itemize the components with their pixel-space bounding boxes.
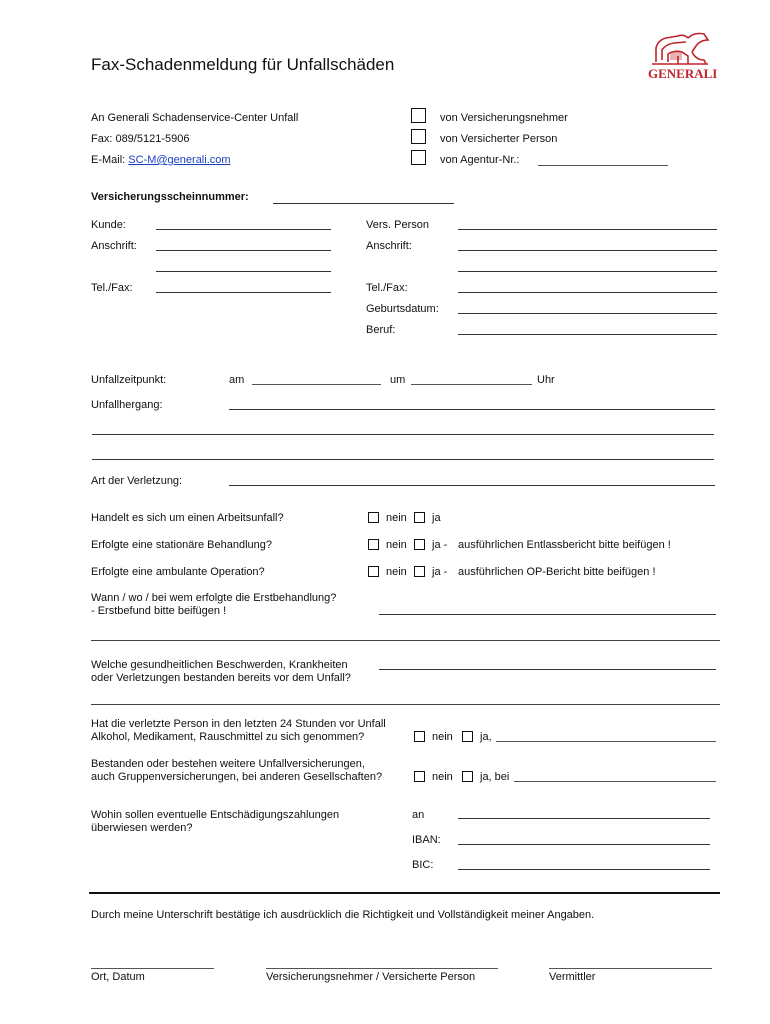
kunde-anschrift-field-2[interactable] [156, 271, 331, 272]
person-anschrift-field-2[interactable] [458, 271, 717, 272]
q1-nein-checkbox[interactable] [368, 512, 379, 523]
divider [91, 704, 720, 705]
person-tel-field[interactable] [458, 292, 717, 293]
iban-label: IBAN: [412, 834, 441, 846]
label-versicherte-person: von Versicherter Person [440, 133, 558, 145]
kunde-tel-field[interactable] [156, 292, 331, 293]
q7-nein-label: nein [432, 771, 453, 783]
section-separator [89, 892, 720, 894]
unfallhergang-field-2[interactable] [92, 434, 714, 435]
q7-ja-checkbox[interactable] [462, 771, 473, 782]
person-anschrift-label: Anschrift: [366, 240, 412, 252]
q3-ja-label: ja - [432, 566, 448, 578]
erstbehandlung-field[interactable] [379, 614, 716, 615]
confirmation-text: Durch meine Unterschrift bestätige ich ausdrücklich die Richtigkeit und Vollständigkeit meiner Angaben. [91, 909, 595, 921]
kunde-tel-label: Tel./Fax: [91, 282, 133, 294]
q-zahlung-1: Wohin sollen eventuelle Entschädigungszahlungen [91, 809, 340, 821]
policy-number-field[interactable] [273, 203, 454, 204]
q3-nein-checkbox[interactable] [368, 566, 379, 577]
q6-nein-checkbox[interactable] [414, 731, 425, 742]
iban-field[interactable] [458, 844, 710, 845]
logo-text: GENERALI [648, 66, 718, 81]
uhr-label: Uhr [537, 374, 555, 386]
q3-nein-label: nein [386, 566, 407, 578]
q1-ja-checkbox[interactable] [414, 512, 425, 523]
an-label: an [412, 809, 425, 821]
q-stationaer: Erfolgte eine stationäre Behandlung? [91, 539, 273, 551]
policy-number-label: Versicherungsscheinnummer: [91, 191, 249, 203]
q2-nein-checkbox[interactable] [368, 539, 379, 550]
label-versicherungsnehmer: von Versicherungsnehmer [440, 112, 568, 124]
beruf-field[interactable] [458, 334, 717, 335]
zahlung-empfaenger-field[interactable] [458, 818, 710, 819]
signature-ort-datum-line[interactable] [91, 968, 214, 969]
contact-fax: Fax: 089/5121-5906 [91, 133, 190, 145]
signature-vermittler-line[interactable] [549, 968, 712, 969]
geburtsdatum-field[interactable] [458, 313, 717, 314]
person-tel-label: Tel./Fax: [366, 282, 408, 294]
label-agentur: von Agentur-Nr.: [440, 154, 520, 166]
alkohol-details-field[interactable] [496, 741, 716, 742]
vorerkrankungen-field[interactable] [379, 669, 716, 670]
q1-nein-label: nein [386, 512, 407, 524]
vers-person-label: Vers. Person [366, 219, 429, 231]
unfallhergang-field-1[interactable] [229, 409, 715, 410]
checkbox-versicherungsnehmer[interactable] [411, 108, 426, 123]
q3-note: ausführlichen OP-Bericht bitte beifügen ! [458, 566, 656, 578]
bic-label: BIC: [412, 859, 434, 871]
unfallhergang-field-3[interactable] [92, 459, 714, 460]
kunde-field[interactable] [156, 229, 331, 230]
q-vorerkrankungen-1: Welche gesundheitlichen Beschwerden, Krankheiten [91, 659, 348, 671]
generali-logo [648, 30, 718, 82]
am-label: am [229, 374, 245, 386]
kunde-label: Kunde: [91, 219, 126, 231]
q6-ja-checkbox[interactable] [462, 731, 473, 742]
q2-ja-checkbox[interactable] [414, 539, 425, 550]
unfall-uhrzeit-field[interactable] [411, 384, 532, 385]
q7-ja-label: ja, bei [480, 771, 510, 783]
checkbox-agentur[interactable] [411, 150, 426, 165]
verletzung-field[interactable] [229, 485, 715, 486]
bic-field[interactable] [458, 869, 710, 870]
q6-nein-label: nein [432, 731, 453, 743]
person-anschrift-field-1[interactable] [458, 250, 717, 251]
signature-versicherungsnehmer-label: Versicherungsnehmer / Versicherte Person [266, 971, 476, 983]
q-alkohol-1: Hat die verletzte Person in den letzten 24 Stunden vor Unfall [91, 718, 386, 730]
unfall-datum-field[interactable] [252, 384, 381, 385]
contact-email-row [91, 154, 231, 166]
q1-ja-label: ja [432, 512, 441, 524]
q-vorerkrankungen-2: oder Verletzungen bestanden bereits vor dem Unfall? [91, 672, 351, 684]
page-title: Fax-Schadenmeldung für Unfallschäden [91, 55, 395, 74]
q-weitere-versicherungen-1: Bestanden oder bestehen weitere Unfallversicherungen, [91, 758, 365, 770]
verletzung-label: Art der Verletzung: [91, 475, 183, 487]
q-alkohol-2: Alkohol, Medikament, Rauschmittel zu sich genommen? [91, 731, 365, 743]
email-label: E-Mail: [91, 154, 129, 166]
signature-ort-datum-label: Ort, Datum [91, 971, 145, 983]
q2-ja-label: ja - [432, 539, 448, 551]
q7-nein-checkbox[interactable] [414, 771, 425, 782]
unfallzeitpunkt-label: Unfallzeitpunkt: [91, 374, 167, 386]
q2-note: ausführlichen Entlassbericht bitte beifügen ! [458, 539, 671, 551]
q3-ja-checkbox[interactable] [414, 566, 425, 577]
signature-vermittler-label: Vermittler [549, 971, 596, 983]
beruf-label: Beruf: [366, 324, 396, 336]
q6-ja-label: ja, [480, 731, 492, 743]
signature-versicherungsnehmer-line[interactable] [266, 968, 498, 969]
divider [91, 640, 720, 641]
winged-lion-icon [648, 30, 712, 68]
checkbox-versicherte-person[interactable] [411, 129, 426, 144]
vers-person-field[interactable] [458, 229, 717, 230]
q-ambulant: Erfolgte eine ambulante Operation? [91, 566, 265, 578]
unfallhergang-label: Unfallhergang: [91, 399, 163, 411]
q2-nein-label: nein [386, 539, 407, 551]
geburtsdatum-label: Geburtsdatum: [366, 303, 439, 315]
contact-line-1: An Generali Schadenservice-Center Unfall [91, 112, 299, 124]
q-arbeitsunfall: Handelt es sich um einen Arbeitsunfall? [91, 512, 284, 524]
q-erstbehandlung-2: - Erstbefund bitte beifügen ! [91, 605, 227, 617]
agentur-nr-field[interactable] [538, 165, 668, 166]
kunde-anschrift-label: Anschrift: [91, 240, 137, 252]
q-erstbehandlung-1: Wann / wo / bei wem erfolgte die Erstbehandlung? [91, 592, 337, 604]
q-zahlung-2: überwiesen werden? [91, 822, 193, 834]
q-weitere-versicherungen-2: auch Gruppenversicherungen, bei anderen Gesellschaften? [91, 771, 383, 783]
email-link[interactable]: SC-M@generali.com [128, 154, 231, 166]
weitere-versicherungen-field[interactable] [514, 781, 716, 782]
kunde-anschrift-field-1[interactable] [156, 250, 331, 251]
um-label: um [390, 374, 406, 386]
